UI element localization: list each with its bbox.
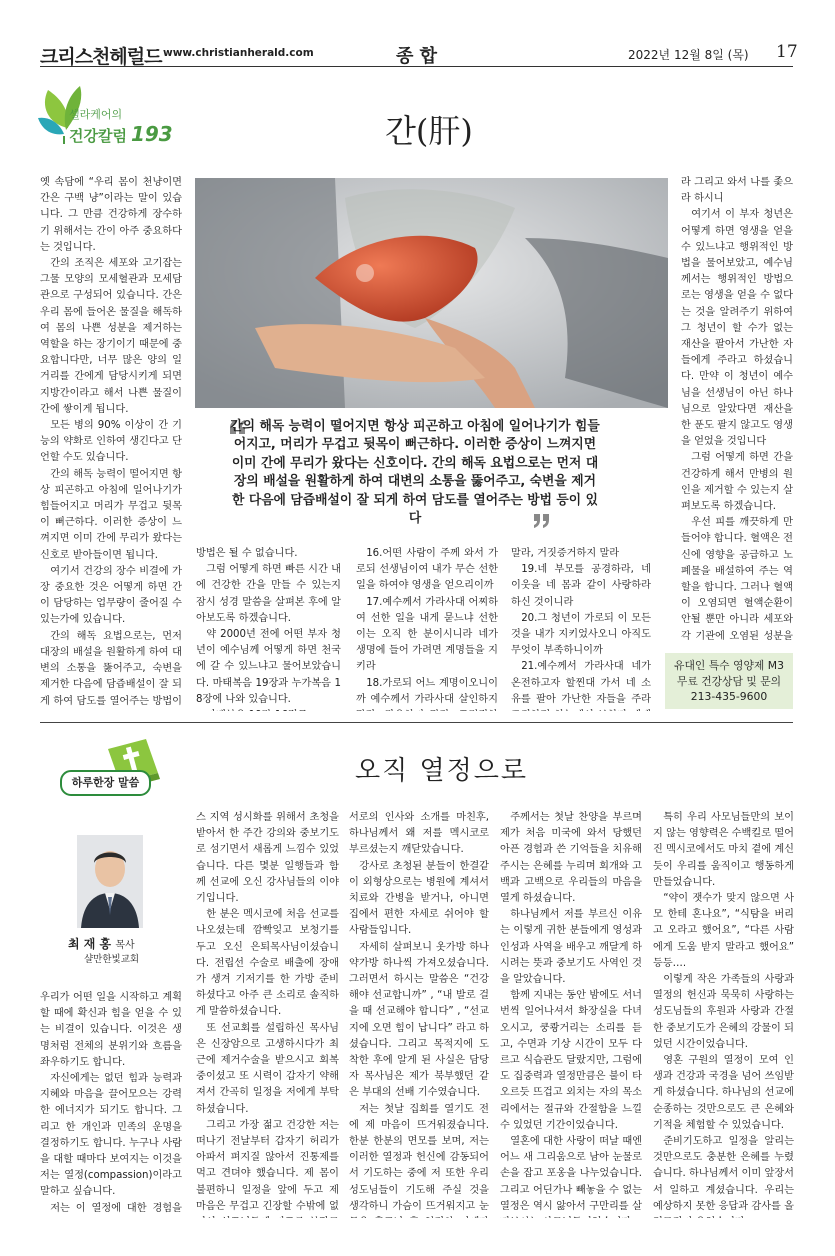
article1-column-left xyxy=(40,175,182,710)
paragraph: 서로의 인사와 소개를 마친후, 하나님께서 왜 저를 멕시코로 부르셨는지 깨닫았습니다. xyxy=(349,812,489,856)
paragraph: 라 그리고 와서 나를 좇으라 하시니 xyxy=(681,177,793,205)
consultation-ad-box[interactable] xyxy=(665,653,793,709)
paragraph: 함께 지내는 동안 밤에도 서너번씩 일어나셔서 화장실을 다녀오시고, 쿵쾅거리는 소리를 듣고, 수면과 기상 시간이 모두 다르고 식습관도 달랐지만, 그럼에도 집중력과 열정만큼은 불이 타오르듯 뜨겁고 외치는 자의 목소리에서는 절규와 간절함을 느낄 수 있었던 기간이었습니다. xyxy=(500,990,642,1131)
article1-column-b3 xyxy=(511,546,651,711)
article1-column-b1 xyxy=(196,546,341,711)
series-number: 193 xyxy=(130,122,173,146)
paragraph: 스 지역 성시화를 위해서 초청을 받아서 한 주간 강의와 중보기도로 섬기면서 새롭게 느낌수 있었습니다. 다른 몇분 일행들과 함께 선교에 오신 강사님들의 이야기입니다. xyxy=(196,812,339,905)
article1-column-b2 xyxy=(356,546,498,711)
paragraph: 우선 피를 깨끗하게 만들어야 합니다. 혈액은 전신에 영향을 공급하고 노폐물을 배설하여 주는 역할을 합니다. 그러나 혈액이 오염되면 혈액순환이 안될 뿐만 아니라 세포와 각 기관에 오염된 성분을 xyxy=(681,517,793,640)
page-number: 17 xyxy=(776,42,798,62)
paragraph: 간의 조직은 세포와 고기잡는 그물 모양의 모세혈관과 모세담관으로 구성되어 있습니다. 간은 우리 몸에 들어온 물질을 해독하여 몸의 나쁜 성분을 제거하는 역할을 하는 장기이기 때문에 중요합니다만, 너무 많은 양의 일거리를 간에게 담당시키게 되면 지방간이라고 해서 나쁜 물질이 간에 쌓이게 됩니다. xyxy=(40,258,182,415)
paragraph: 방법은 될 수 없습니다. xyxy=(196,548,298,559)
paragraph: 강사로 초청된 분들이 한결같이 외형상으로는 병원에 계셔서 치료와 간병을 받거나, 아니면 집에서 편한 자세로 쉬어야 할 사람들입니다. xyxy=(349,860,489,937)
paragraph: 20.그 청년이 가로되 이 모든 것을 내가 지키었사오니 아직도 무엇이 부족하니이까 xyxy=(511,612,651,657)
paragraph: 저는 첫날 집회를 열기도 전에 제 마음이 뜨거워졌습니다. 한분 한분의 면모를 보며, 저는 이러한 열정과 헌신에 감동되어서 기도하는 중에 저 또한 우리 성도님들이 기도해 주실 것을 생각하니 가슴이 뜨거워지고 눈 xyxy=(349,1103,489,1212)
masthead-rule xyxy=(40,66,793,67)
ad-phone[interactable]: 213-435-9600 xyxy=(690,690,768,703)
paragraph: 준비기도하고 일정을 알리는 것만으로도 충분한 은혜를 누렸습니다. 하나님께서 이미 앞장서서 일하고 계셨습니다. 우리는 예상하지 못한 응답과 감사를 올 xyxy=(653,1136,794,1212)
article-title-passion: 오직 열정으로 xyxy=(355,756,528,786)
author-photo xyxy=(77,835,143,928)
paragraph: 또 선교회를 설립하신 목사님은 신장암으로 고생하시다가 최근에 제거수술을 받으시고 회복중이셨고 또 시력이 갑자기 약해져서 간곡히 일정을 저에게 부탁하셨습니다. xyxy=(196,1022,339,1115)
section-name: 종 합 xyxy=(396,46,438,67)
series-name: 건강칼럼 xyxy=(69,127,127,145)
paragraph: 여기서 이 부자 청년은 어떻게 하면 영생을 얻을 수 있느냐고 행위적인 방법을 물어보았고, 예수님께서는 행위적인 방법으로는 영생을 얻을 수 없다는 것을 알려주기 위하여 그 청년이 할 수가 없는 재산을 팔아서 가난한 자들에게 주라고 하셨습니다. 만약 이 청년이 예수님을 선생님이 아닌 하나님으로 알았다면 재산을 한 푼도 팔지 않고도 영생을 얻었을 것입니다 xyxy=(681,209,793,448)
paragraph: 17.예수께서 가라사대 어찌하여 선한 일을 내게 묻느냐 선한 이는 오직 한 분이시니라 네가 생명에 들어 가려면 계명들을 지키라 xyxy=(356,596,498,673)
paragraph: 16.어떤 사람이 주께 와서 가로되 선생님이여 내가 무슨 선한 일을 하여야 영생을 얻으리이까 xyxy=(356,548,498,592)
author-church: 샬만한빛교회 xyxy=(84,954,140,965)
newspaper-name: 크리스천헤럴드 xyxy=(40,46,162,68)
paragraph: 영혼 구원의 열정이 모여 인생과 건강과 국경을 넘어 쓰임받게 하셨습니다. 하나님의 선교에 순종하는 것만으로도 큰 은혜와 기적을 체험할 수 있었습니다. xyxy=(653,1055,794,1131)
paragraph: 옛 속담에 “우리 몸이 천냥이면 간은 구백 냥”이라는 말이 있습니다. 그 만큼 건강하게 장수하기 위해서는 간이 아주 중요하다는 것입니다. xyxy=(40,177,182,253)
article2-column-2 xyxy=(196,810,339,1218)
article2-column-4 xyxy=(500,810,642,1218)
paragraph: 특히 우리 사모님들만의 보이지 않는 영향력은 수백킬로 떨어진 멕시코에서도 마치 곁에 계신 듯이 우리를 움직이고 행동하게 만들었습니다. xyxy=(653,812,794,888)
liver-illustration-photo xyxy=(195,178,668,408)
issue-date: 2022년 12월 8일 (목) xyxy=(628,48,749,62)
paragraph: 주께서는 첫날 찬양을 부르며 제가 처음 미국에 와서 당했던 아픈 경험과 쓴 기억들을 치유해 주시는 은혜를 누리며 회개와 고백과 고백으로 우리들의 마음을 열게 하셨습니다. xyxy=(500,812,642,905)
author-name-text: 최 재 홍 xyxy=(68,937,112,951)
ad-line-2: 무료 건강상담 및 문의 xyxy=(676,674,782,688)
newspaper-url[interactable]: www.christianherald.com xyxy=(163,47,314,59)
author-title: 목사 xyxy=(115,940,135,951)
paragraph: 약 2000년 전에 어떤 부자 청년이 예수님께 어떻게 하면 천국에 갈 수 있느냐고 물어보았습니다. 마태복음 19장과 누가복음 18장에 나와 있습니다. xyxy=(196,629,341,705)
column-series-badge xyxy=(69,106,189,146)
paragraph: 21.예수께서 가라사대 네가 온전하고자 할찐대 가서 네 소유를 팔아 가난한 자들을 주라 xyxy=(511,661,651,705)
liver-illustration xyxy=(195,178,668,408)
paragraph: 자신에게는 없던 힘과 능력과 지혜와 마음을 끌어모으는 강력한 에너지가 되기도 합니다. 그리고 한 개인과 민족의 운명을 결정하기도 합니다. 누구나 사람을 대할 때마다 보여지는 이것을 저는 열정(compassion)이라고 말하고 싶습니다. xyxy=(40,1073,182,1198)
column-label-daily-word: 하루한장 말씀 xyxy=(60,770,151,796)
paragraph: 저는 이 열정에 대한 경험을 xyxy=(50,1202,182,1214)
paragraph: 간의 해독 능력이 떨어지면 항상 피곤하고 아침에 일어나기가 힘들어지고 머리가 무겁고 뒷목이 뻐근하다. 이러한 증상이 느껴지면 이미 간에 무리가 왔다는 신호로 받아들이면 됩니다. xyxy=(40,468,182,561)
section-divider xyxy=(40,722,793,723)
article2-column-1 xyxy=(40,990,182,1218)
paragraph: 모든 병의 90% 이상이 간 기능의 약화로 인하여 생긴다고 단언할 수도 있습니다. xyxy=(40,420,182,464)
pull-quote: 간의 해독 능력이 떨어지면 항상 피곤하고 아침에 일어나기가 힘들어지고, 머리가 무겁고 뒷목이 뻐근하다. 이러한 증상이 느껴지면 이미 간에 무리가 왔다는 신호이다. 간의 해독 요법으로는 먼저 대장의 배설을 원활하게 하여 대변의 소통을 뚫어주고, 숙변을 제거한 다음에 담즙배설이 잘 되게 하여 담도를 열어주는 방법 등이 있다 xyxy=(230,419,600,527)
paragraph: 이렇게 작은 가족들의 사랑과 열정의 헌신과 묵묵히 사랑하는 성도님들의 후원과 사랑과 간절한 중보기도가 은혜의 강물이 되었던 시간이었습니다. xyxy=(653,974,794,1050)
series-top-label: 셀라케어의 xyxy=(69,108,123,121)
paragraph: 자세히 살펴보니 옷가방 하나 약가방 하나씩 가져오셨습니다. 그러면서 하시는 말씀은 “건강해야 선교합니까” , “내 발로 걸을 때 선교해야 합니다” , “선교지에 오면 힘이 납니다” 라고 하셨습니다. 그리고 목적지에 도착한 후에 알게 된 사실은 담당자 목사님은 제가 북부했던 같은 부대의 선배 기수였습니다. xyxy=(349,941,489,1099)
paragraph: “약이 잿수가 맞지 않으면 사모 한테 혼나요”, “식탐을 버리고 오라고 했어요”, “다른 사람에게 도움 받지 말라고 했어요” 등등…. xyxy=(653,893,794,969)
paragraph: 말라, 거짓증거하지 말라 xyxy=(511,548,620,559)
paragraph: 그리고 가장 젊고 건강한 저는 떠나기 전날부터 갑자기 허리가 아파서 펴지질 않아서 진통제를 먹고 견뎌야 했습니다. 제 몸이 불편하니 일정을 앞에 두고 제 마음은 무겁고 긴장할 수밖에 없 xyxy=(196,1119,339,1212)
ad-line-1: 유대인 특수 영양제 M3 xyxy=(674,659,784,672)
article-title-liver: 간(肝) xyxy=(385,112,473,150)
paragraph: 그럼 어떻게 하면 빠른 시간 내에 건강한 간을 만들 수 있는지 잠시 성경 말씀을 살펴본 후에 알아보도록 하겠습니다. xyxy=(196,564,341,624)
paragraph: 한 분은 멕시코에 처음 선교를 나오셨는데 깜빡잊고 보청기를 두고 오신 은퇴목사님이셨습니다. 전립선 수술로 배출에 장애가 생겨 기저기를 한 가방 준비하셨다고 아주 큰 소리로 솔직하게 말씀하셨습니다. xyxy=(196,909,339,1018)
paragraph: 19.네 부모를 공경하라, 네 이웃을 네 몸과 같이 사랑하라 하신 것이니라 xyxy=(511,564,651,608)
paragraph: 하나님께서 저를 부르신 이유는 이렇게 귀한 분들에게 영성과 인성과 사역을 배우고 깨달게 하시려는 뜻과 중보기도 사역인 것을 알았습니다. xyxy=(500,909,642,986)
paragraph: 그럼 어떻게 하면 간을 건강하게 해서 만병의 원인을 제거할 수 있는지 살펴보도록 하겠습니다. xyxy=(681,452,793,513)
author-portrait xyxy=(77,835,143,928)
close-quote-icon xyxy=(532,514,550,528)
paragraph: 간의 해독 요법으로는, 먼저 대장의 배설을 원활하게 하여 대변의 소통을 뚫어주고, 숙변을 제거한 다음에 담즙배설이 잘 되게 하여 담도를 열어주는 방법이 xyxy=(40,630,182,707)
paragraph xyxy=(196,708,341,711)
article2-column-3 xyxy=(349,810,489,1218)
paragraph: 열혼에 대한 사랑이 떠날 때엔 어느 새 그리움으로 남아 눈물로 손을 잡고 포옹을 나누었습니다. 그리고 어딘가나 빼놓을 수 없는 열정은 역시 앓아서 구만리를 살 xyxy=(500,1136,642,1212)
article2-column-5 xyxy=(653,810,794,1218)
paragraph: 우리가 어떤 일을 시작하고 계획할 때에 확신과 힘을 얻을 수 있는 비결이 있습니다. 이것은 생명처럼 전체의 분위기와 흐름을 좌우하기도 합니다. xyxy=(40,992,182,1068)
article1-column-right xyxy=(681,175,793,640)
paragraph: 18.가로되 어느 계명이오니이까 예수께서 가라사대 살인하지 xyxy=(356,677,498,705)
author-name xyxy=(68,935,135,952)
paragraph: 여기서 건강의 장수 비결에 가장 중요한 것은 어떻게 하면 간이 담당하는 업무량이 줄어질 수 있는가에 있습니다. xyxy=(40,565,182,626)
